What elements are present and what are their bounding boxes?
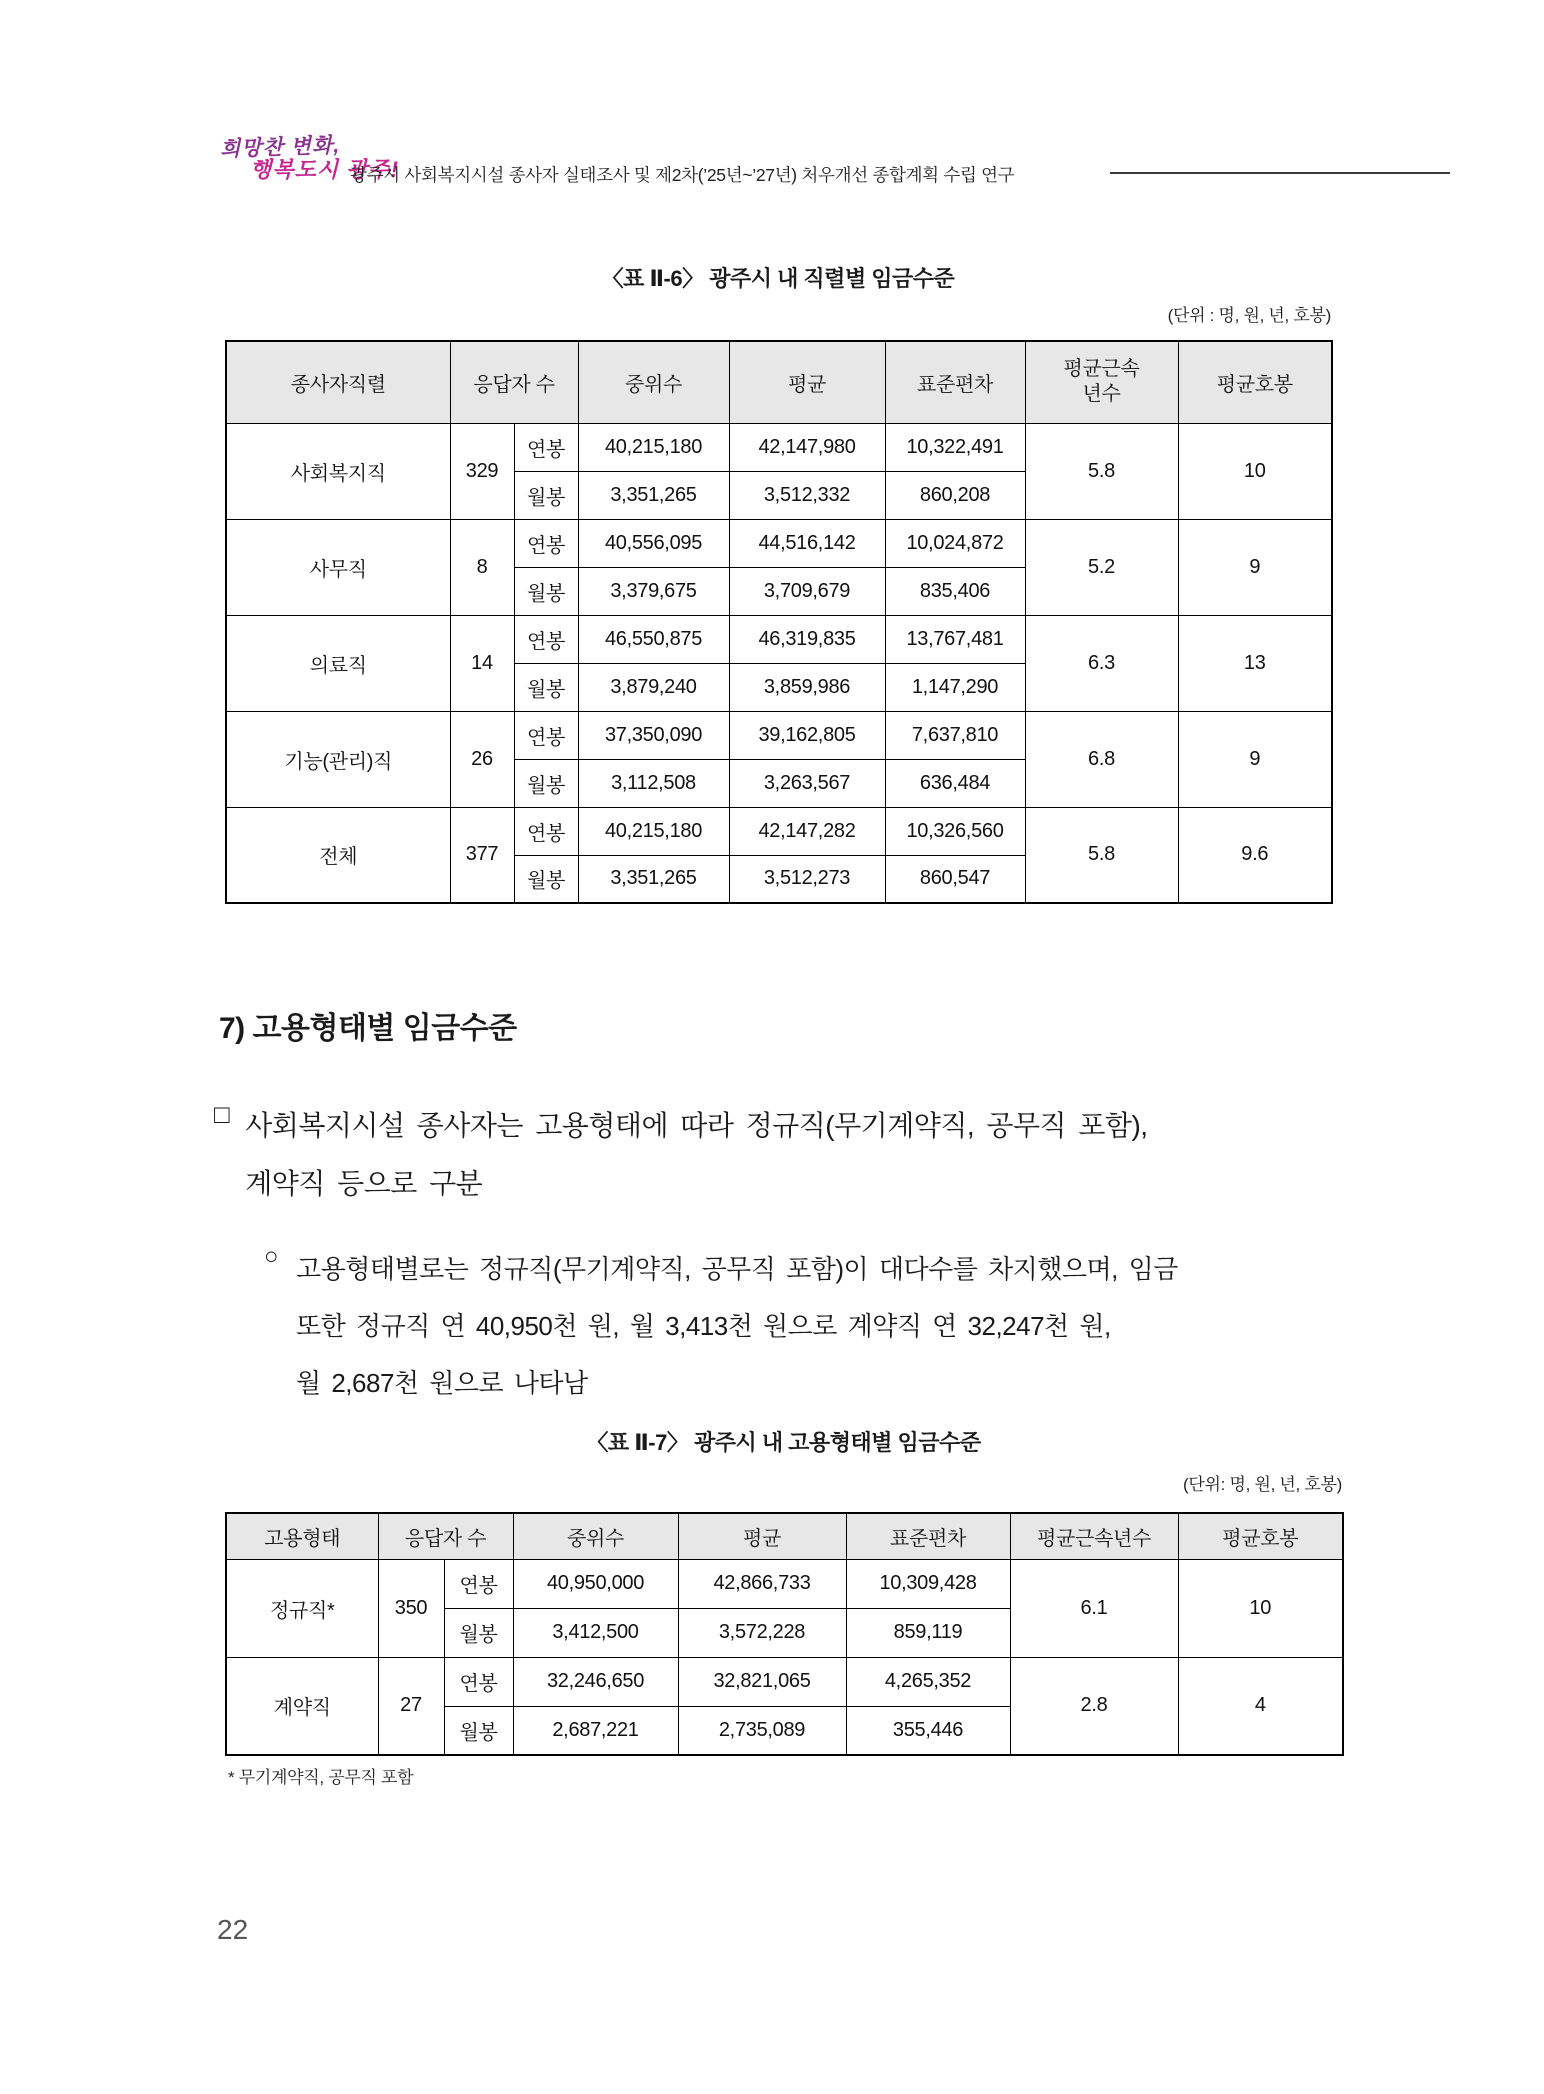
job-cell: 기능(관리)직	[226, 711, 450, 807]
table-row	[226, 615, 1332, 663]
tenure-cell: 6.1	[1010, 1559, 1178, 1657]
col-header-tenure: 평균근속년수	[1010, 1513, 1178, 1559]
sd-cell: 7,637,810	[885, 711, 1025, 759]
col-header-grade: 평균호봉	[1178, 341, 1332, 423]
table2-footnote: * 무기계약직, 공무직 포함	[228, 1768, 414, 1787]
table2-title: 〈표 Ⅱ-7〉 광주시 내 고용형태별 임금수준	[586, 1430, 981, 1455]
col-header-tenure: 평균근속 년수	[1025, 341, 1178, 423]
mean-cell: 3,512,273	[729, 855, 885, 903]
grade-cell: 9	[1178, 711, 1332, 807]
median-cell: 40,215,180	[578, 423, 729, 471]
sd-cell: 835,406	[885, 567, 1025, 615]
job-cell: 사회복지직	[226, 423, 450, 519]
mean-cell: 39,162,805	[729, 711, 885, 759]
median-cell: 3,351,265	[578, 471, 729, 519]
salary-type-cell: 연봉	[514, 711, 578, 759]
sd-cell: 10,024,872	[885, 519, 1025, 567]
grade-cell: 9.6	[1178, 807, 1332, 903]
mean-cell: 42,866,733	[678, 1559, 846, 1608]
salary-type-cell: 연봉	[444, 1559, 513, 1608]
tenure-cell: 5.8	[1025, 807, 1178, 903]
wage-by-job-table	[225, 340, 1333, 904]
median-cell: 3,412,500	[513, 1608, 678, 1657]
tenure-cell: 2.8	[1010, 1657, 1178, 1755]
table-row	[226, 1559, 1343, 1608]
grade-cell: 4	[1178, 1657, 1343, 1755]
grade-cell: 13	[1178, 615, 1332, 711]
count-cell: 8	[450, 519, 514, 615]
employment-type-cell: 계약직	[226, 1657, 378, 1755]
median-cell: 3,351,265	[578, 855, 729, 903]
sd-cell: 10,322,491	[885, 423, 1025, 471]
salary-type-cell: 연봉	[444, 1657, 513, 1706]
median-cell: 37,350,090	[578, 711, 729, 759]
col-header-sd: 표준편차	[846, 1513, 1010, 1559]
job-cell: 사무직	[226, 519, 450, 615]
salary-type-cell: 월봉	[514, 567, 578, 615]
mean-cell: 32,821,065	[678, 1657, 846, 1706]
count-cell: 329	[450, 423, 514, 519]
median-cell: 46,550,875	[578, 615, 729, 663]
salary-type-cell: 월봉	[514, 471, 578, 519]
count-cell: 14	[450, 615, 514, 711]
col-header-median: 중위수	[578, 341, 729, 423]
sd-cell: 4,265,352	[846, 1657, 1010, 1706]
salary-type-cell: 연봉	[514, 807, 578, 855]
table2-header-row	[226, 1513, 1343, 1559]
logo-slogan-line2: 행복도시 광주!	[250, 157, 399, 182]
section-heading: 7) 고용형태별 임금수준	[219, 1012, 517, 1045]
salary-type-cell: 월봉	[444, 1608, 513, 1657]
median-cell: 2,687,221	[513, 1706, 678, 1755]
logo-slogan-line1: 희망찬 변화,	[219, 133, 341, 162]
salary-type-cell: 연봉	[514, 423, 578, 471]
table-row	[226, 807, 1332, 855]
salary-type-cell: 월봉	[514, 663, 578, 711]
sd-cell: 859,119	[846, 1608, 1010, 1657]
sd-cell: 10,326,560	[885, 807, 1025, 855]
job-cell: 전체	[226, 807, 450, 903]
wage-by-employment-type-table	[225, 1512, 1344, 1756]
median-cell: 40,556,095	[578, 519, 729, 567]
median-cell: 32,246,650	[513, 1657, 678, 1706]
header-rule	[1110, 172, 1450, 174]
sd-cell: 636,484	[885, 759, 1025, 807]
report-title: 광주시 사회복지시설 종사자 실태조사 및 제2차(’25년~’27년) 처우개선 종합계획 수립 연구	[350, 165, 1015, 185]
grade-cell: 10	[1178, 423, 1332, 519]
col-header-sd: 표준편차	[885, 341, 1025, 423]
mean-cell: 2,735,089	[678, 1706, 846, 1755]
salary-type-cell: 월봉	[514, 855, 578, 903]
job-cell: 의료직	[226, 615, 450, 711]
tenure-cell: 6.8	[1025, 711, 1178, 807]
count-cell: 350	[378, 1559, 444, 1657]
mean-cell: 3,859,986	[729, 663, 885, 711]
median-cell: 40,215,180	[578, 807, 729, 855]
median-cell: 3,112,508	[578, 759, 729, 807]
median-cell: 40,950,000	[513, 1559, 678, 1608]
mean-cell: 42,147,282	[729, 807, 885, 855]
mean-cell: 3,572,228	[678, 1608, 846, 1657]
bullet-text: 사회복지시설 종사자는 고용형태에 따라 정규직(무기계약직, 공무직 포함), 계약직 등으로 구분	[245, 1110, 1148, 1199]
col-header-mean: 평균	[729, 341, 885, 423]
sd-cell: 355,446	[846, 1706, 1010, 1755]
tenure-cell: 5.2	[1025, 519, 1178, 615]
mean-cell: 42,147,980	[729, 423, 885, 471]
col-header-grade: 평균호봉	[1178, 1513, 1343, 1559]
table-row	[226, 423, 1332, 471]
count-cell: 377	[450, 807, 514, 903]
count-cell: 27	[378, 1657, 444, 1755]
sd-cell: 860,208	[885, 471, 1025, 519]
salary-type-cell: 연봉	[514, 615, 578, 663]
salary-type-cell: 연봉	[514, 519, 578, 567]
grade-cell: 10	[1178, 1559, 1343, 1657]
sd-cell: 13,767,481	[885, 615, 1025, 663]
sd-cell: 1,147,290	[885, 663, 1025, 711]
mean-cell: 3,512,332	[729, 471, 885, 519]
mean-cell: 44,516,142	[729, 519, 885, 567]
sd-cell: 860,547	[885, 855, 1025, 903]
salary-type-cell: 월봉	[444, 1706, 513, 1755]
sd-cell: 10,309,428	[846, 1559, 1010, 1608]
tenure-cell: 6.3	[1025, 615, 1178, 711]
col-header-employment-type: 고용형태	[226, 1513, 378, 1559]
col-header-job: 종사자직렬	[226, 341, 450, 423]
grade-cell: 9	[1178, 519, 1332, 615]
circle-bullet-icon: ○	[264, 1243, 278, 1270]
table1-title: 〈표 Ⅱ-6〉 광주시 내 직렬별 임금수준	[601, 266, 955, 291]
col-header-count: 응답자 수	[378, 1513, 513, 1559]
bullet-text: 고용형태별로는 정규직(무기계약직, 공무직 포함)이 대다수를 차지했으며, 임금 또한 정규직 연 40,950천 원, 월 3,413천 원으로 계약직 연 32,247천 원, 월 2,687천 원으로 나타남	[296, 1254, 1178, 1398]
table2-unit-note: (단위: 명, 원, 년, 호봉)	[1183, 1475, 1342, 1494]
employment-type-cell: 정규직*	[226, 1559, 378, 1657]
median-cell: 3,379,675	[578, 567, 729, 615]
table1-header-row	[226, 341, 1332, 423]
bullet-circle-item	[264, 1241, 1178, 1412]
col-header-count: 응답자 수	[450, 341, 578, 423]
tenure-cell: 5.8	[1025, 423, 1178, 519]
col-header-median: 중위수	[513, 1513, 678, 1559]
page-number: 22	[217, 1914, 249, 1945]
table-row	[226, 711, 1332, 759]
table1-unit-note: (단위 : 명, 원, 년, 호봉)	[1167, 306, 1331, 325]
salary-type-cell: 월봉	[514, 759, 578, 807]
col-header-mean: 평균	[678, 1513, 846, 1559]
table-row	[226, 519, 1332, 567]
mean-cell: 46,319,835	[729, 615, 885, 663]
count-cell: 26	[450, 711, 514, 807]
table-row	[226, 1657, 1343, 1706]
mean-cell: 3,263,567	[729, 759, 885, 807]
square-bullet-icon: □	[214, 1099, 230, 1129]
median-cell: 3,879,240	[578, 663, 729, 711]
bullet-square-item	[214, 1097, 1148, 1213]
mean-cell: 3,709,679	[729, 567, 885, 615]
